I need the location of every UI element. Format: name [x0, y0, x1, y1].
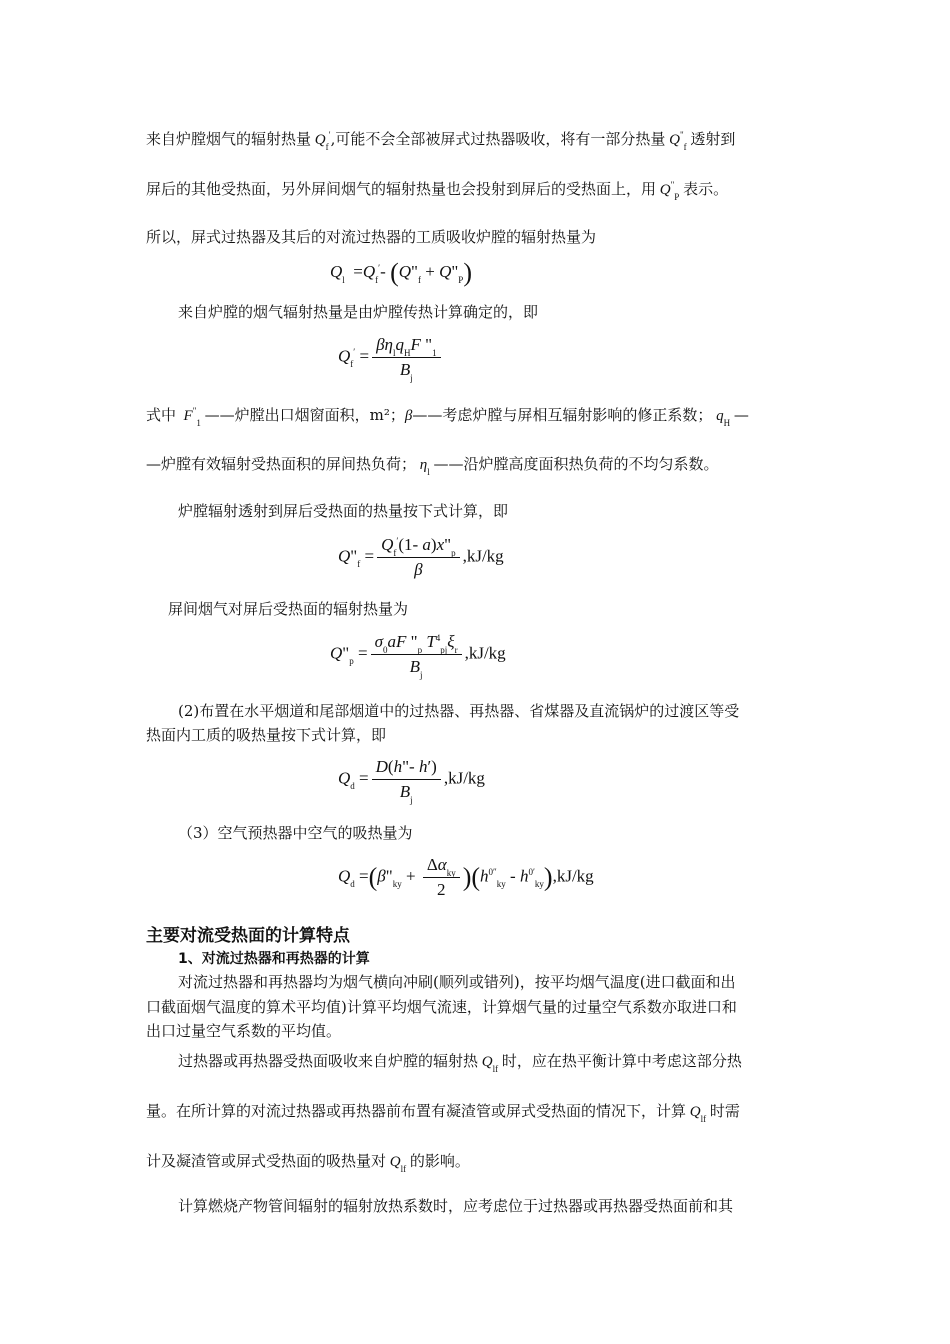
paragraph-line	[146, 1152, 808, 1172]
math-q-lf: $Q_{lf}$	[686, 1104, 707, 1124]
paragraph-line	[146, 455, 808, 475]
text: 式中	[146, 406, 177, 424]
paragraph-line	[178, 702, 840, 720]
text: 出口过量空气系数的平均值。	[146, 1022, 342, 1040]
paragraph-line	[146, 406, 808, 426]
math-q-f-double-prime: $Q^"_f$	[665, 130, 687, 152]
text: 对流过热器和再热器均为烟气横向冲刷(顺列或错列)，按平均烟气温度(进口截面和出	[178, 973, 736, 991]
paragraph-line	[146, 228, 808, 246]
text: ,可能不会全部被屏式过热器吸收，将有一部分热量	[330, 130, 666, 148]
text: 所以，屏式过热器及其后的对流过热器的工质吸收炉膛的辐射热量为	[146, 228, 597, 246]
math-beta: β	[404, 408, 413, 424]
text: 计算燃烧产物管间辐射的辐射放热系数时，应考虑位于过热器或再热器受热面前和其	[178, 1197, 734, 1215]
text: 时，应在热平衡计算中考虑这部分热	[501, 1052, 742, 1070]
paragraph-line	[146, 1102, 808, 1122]
text: （3）空气预热器中空气的吸热量为	[178, 824, 413, 842]
formula-q-p-double-prime: $Q"_p$ = $\frac{\sigma_0aF "_p T^4_{pj}\xi_r}{B_j}$ ,kJ/kg	[330, 632, 506, 680]
paragraph-line	[146, 998, 808, 1016]
unit-label: ,kJ/kg	[552, 866, 594, 886]
text: 透射到	[690, 130, 736, 148]
section-heading: 主要对流受热面的计算特点	[146, 926, 350, 946]
paragraph-line	[178, 502, 840, 520]
formula-q-d: $Q_d$ = $\frac{D(h"- h')}{B_j}$ ,kJ/kg	[338, 757, 485, 805]
math-q-lf: $Q_{lf}$	[386, 1154, 407, 1174]
text: —	[733, 406, 749, 424]
paragraph-line	[146, 130, 808, 150]
text: 口截面烟气温度的算术平均值)计算平均烟气流速，计算烟气量的过量空气系数亦取进口和	[146, 998, 737, 1016]
text: 的影响。	[409, 1152, 470, 1170]
unit-label: ,kJ/kg	[462, 546, 504, 566]
text: —炉膛有效辐射受热面积的屏间热负荷；	[146, 455, 417, 473]
math-q-h: $q_H$	[712, 408, 731, 428]
paragraph-line	[146, 726, 808, 744]
text: 过热器或再热器受热面吸收来自炉膛的辐射热	[178, 1052, 479, 1070]
formula-q-d-air: $Q_d$ $=(\beta"_{ky}$ + $\frac{\Delta\alpha_{ky}}{2}$ )$(h^{0''}_{ky} - h^{0'}_{ky}),kJ/kg$	[338, 855, 594, 899]
text: (2)布置在水平烟道和尾部烟道中的过热器、再热器、省煤器及直流锅炉的过渡区等受	[178, 702, 740, 720]
formula-q-l: $Q_l =Q_f'-$ ($Q"_f$ + $Q"_P$)	[330, 258, 472, 287]
subsection-heading: 1、对流过热器和再热器的计算	[178, 951, 370, 967]
unit-label: ,kJ/kg	[443, 768, 485, 788]
text: 量。在所计算的对流过热器或再热器前布置有凝渣管或屏式受热面的情况下，计算	[146, 1102, 687, 1120]
text: 时需	[709, 1102, 740, 1120]
math-q-lf: $Q_{lf}$	[478, 1054, 499, 1074]
text: 来自炉膛的烟气辐射热量是由炉膛传热计算确定的，即	[178, 303, 539, 321]
text: ——炉膛出口烟窗面积，m²；	[204, 406, 405, 424]
text: ——沿炉膛高度面积热负荷的不均匀系数。	[433, 455, 719, 473]
paragraph-line	[178, 1197, 840, 1215]
text: 屏间烟气对屏后受热面的辐射热量为	[168, 600, 409, 618]
text: 屏后的其他受热面，另外屏间烟气的辐射热量也会投射到屏后的受热面上，用	[146, 180, 657, 198]
paragraph-line	[178, 1052, 840, 1072]
text: ——考虑炉膛与屏相互辐射影响的修正系数；	[412, 406, 713, 424]
paragraph-line	[168, 600, 830, 618]
math-f-1: $F^"_1$	[176, 406, 201, 428]
text: 表示。	[683, 180, 729, 198]
paragraph-line	[146, 1022, 808, 1040]
formula-q-f-prime: $Q_f'$ = $\frac{\beta\eta_lq_HF "_1}{B_j}$	[338, 335, 444, 380]
math-q-p-double-prime: $Q^"_P$	[656, 180, 680, 202]
math-q-f-prime: $Q_f'$	[311, 130, 331, 152]
text: 来自炉膛烟气的辐射热量	[146, 130, 312, 148]
math-eta: $\eta_l$	[416, 457, 430, 477]
formula-q-f-double-prime: $Q"_f$ = $\frac{Q_f'(1- a)x"_p}{\beta}$ ,kJ/kg	[338, 535, 504, 579]
text: 热面内工质的吸热量按下式计算，即	[146, 726, 387, 744]
unit-label: ,kJ/kg	[464, 643, 506, 663]
text: 计及凝渣管或屏式受热面的吸热量对	[146, 1152, 387, 1170]
paragraph-line	[178, 973, 840, 991]
paragraph-line	[146, 180, 808, 200]
text: 炉膛辐射透射到屏后受热面的热量按下式计算，即	[178, 502, 509, 520]
paragraph-line	[178, 303, 840, 321]
paragraph-line	[178, 824, 840, 842]
